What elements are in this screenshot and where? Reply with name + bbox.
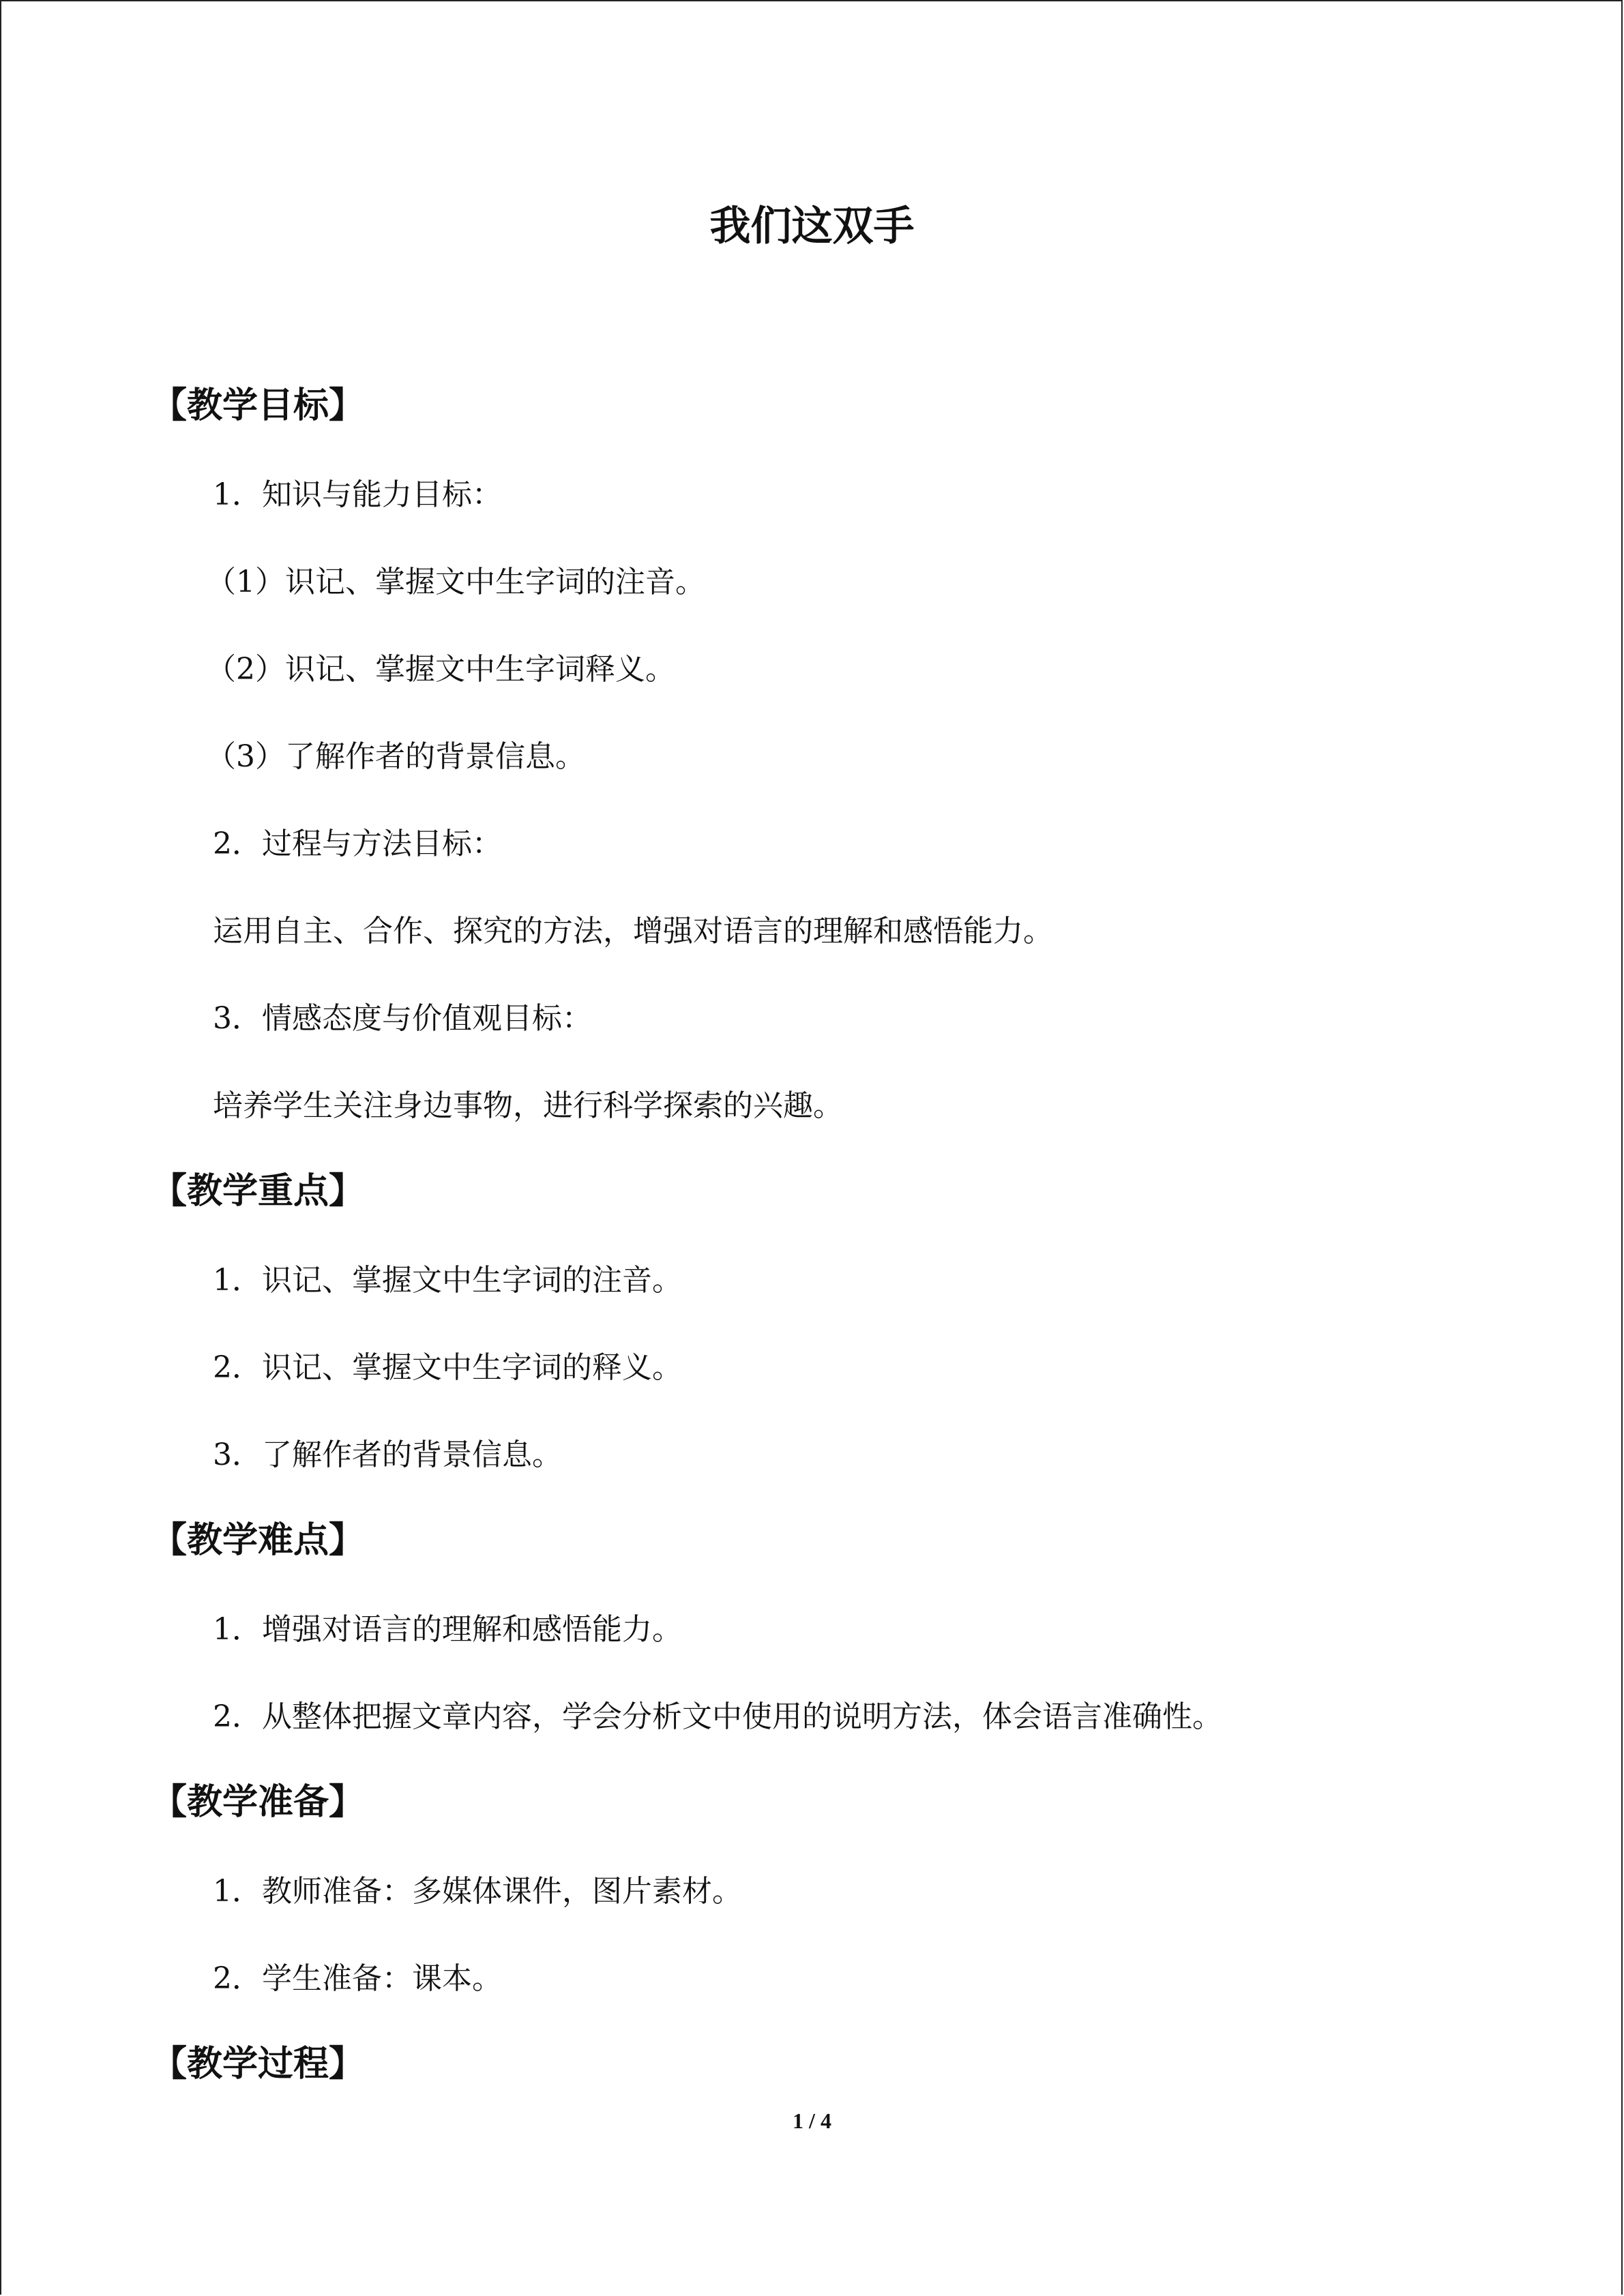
goal-item: 1．知识与能力目标： — [213, 477, 502, 512]
goal-item: （3）了解作者的背景信息。 — [206, 739, 585, 774]
goal-item: 运用自主、合作、探究的方法，增强对语言的理解和感悟能力。 — [213, 914, 1053, 949]
document-title: 我们这双手 — [709, 203, 915, 250]
section-heading-process: 【教学过程】 — [151, 2044, 365, 2085]
section-heading-preparation: 【教学准备】 — [151, 1782, 365, 1823]
preparation-item: 2．学生准备：课本。 — [213, 1961, 502, 1996]
section-heading-key-points: 【教学重点】 — [151, 1171, 365, 1212]
goal-item: （1）识记、掌握文中生字词的注音。 — [206, 565, 705, 599]
key-point-item: 3．了解作者的背景信息。 — [213, 1437, 562, 1472]
section-heading-goals: 【教学目标】 — [151, 385, 365, 426]
difficulty-item: 1．增强对语言的理解和感悟能力。 — [213, 1612, 682, 1647]
goal-item: （2）识记、掌握文中生字词释义。 — [206, 652, 675, 687]
preparation-item: 1．教师准备：多媒体课件，图片素材。 — [213, 1874, 742, 1909]
section-heading-difficulties: 【教学难点】 — [151, 1520, 365, 1561]
goal-item: 3．情感态度与价值观目标： — [213, 1001, 592, 1036]
page-indicator: 1 / 4 — [793, 2108, 831, 2133]
goal-item: 培养学生关注身边事物，进行科学探索的兴趣。 — [213, 1088, 843, 1123]
key-point-item: 1．识记、掌握文中生字词的注音。 — [213, 1263, 682, 1298]
goal-item: 2．过程与方法目标： — [213, 826, 502, 861]
difficulty-item: 2．从整体把握文章内容，学会分析文中使用的说明方法，体会语言准确性。 — [213, 1699, 1222, 1734]
key-point-item: 2．识记、掌握文中生字词的释义。 — [213, 1350, 682, 1385]
